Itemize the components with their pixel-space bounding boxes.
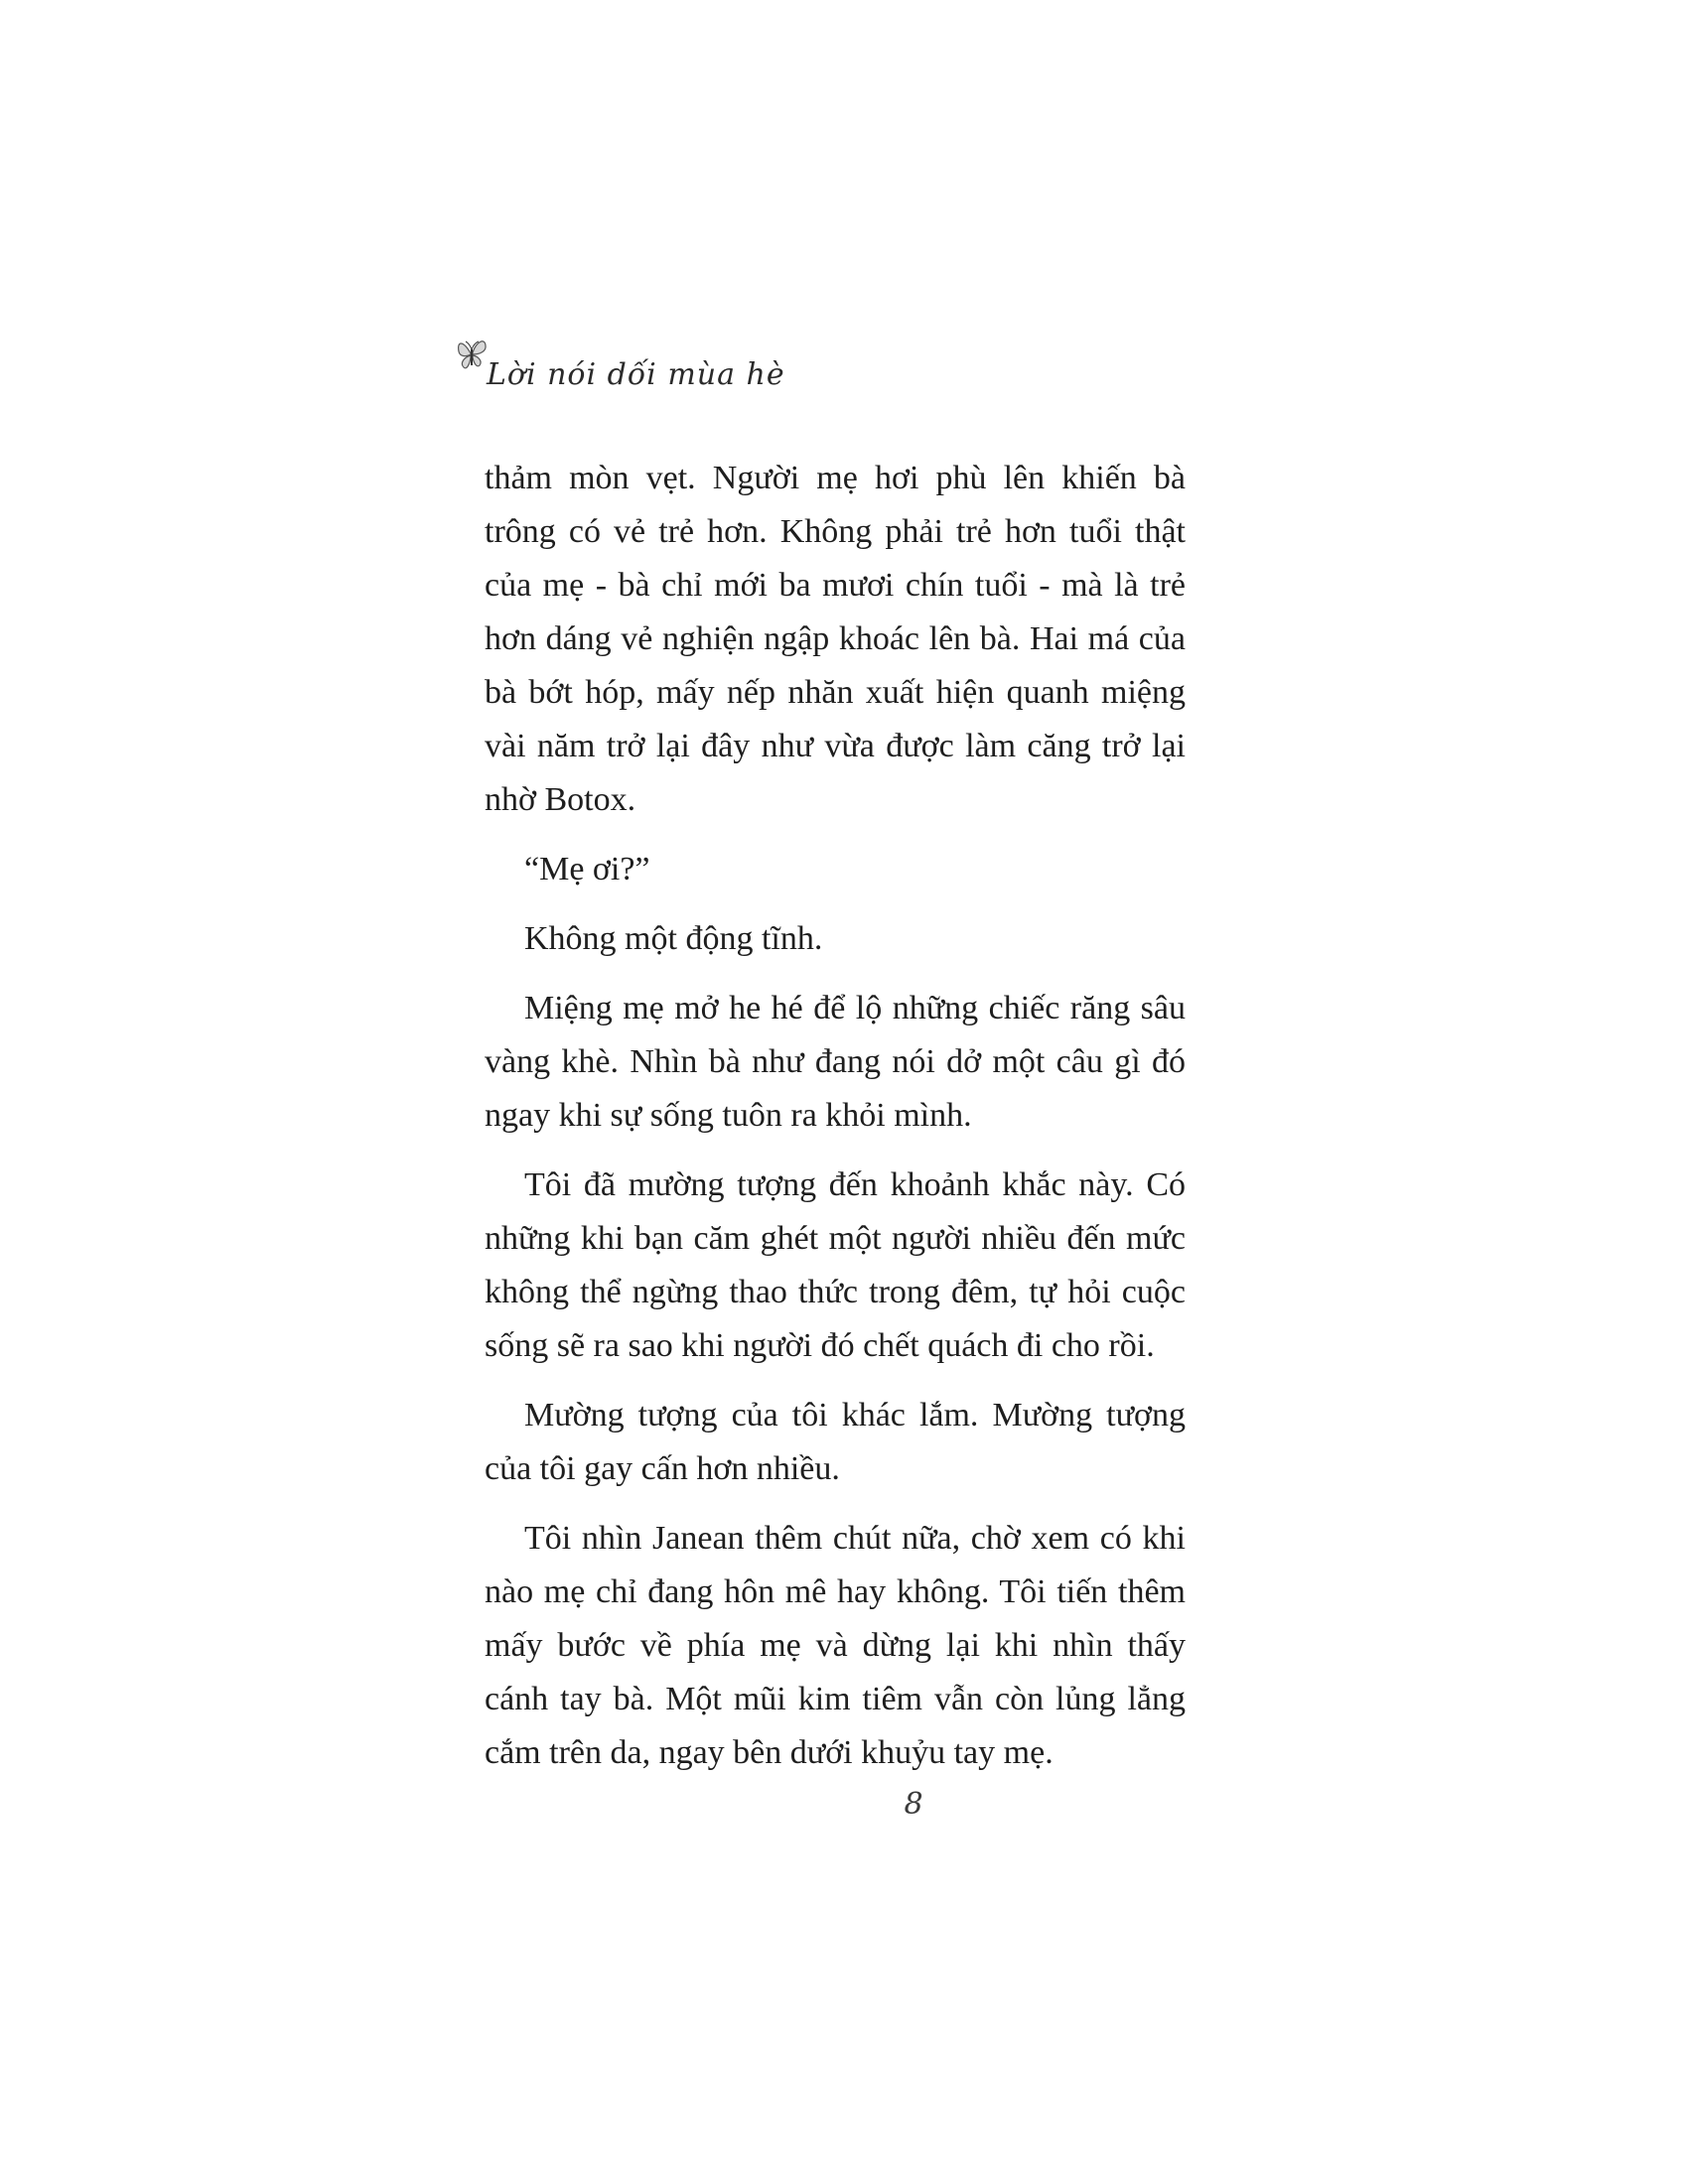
running-head bbox=[455, 336, 951, 415]
body-text bbox=[485, 452, 1186, 1796]
paragraph-1: thảm mòn vẹt. Người mẹ hơi phù lên khiến bà trông có vẻ trẻ hơn. Không phải trẻ hơn tuổi thật của mẹ - bà chỉ mới ba mươi chín tuổi - mà là trẻ hơn dáng vẻ nghiện ngập khoác lên bà. Hai má của bà bớt hóp, mấy nếp nhăn xuất hiện quanh miệng vài năm trở lại đây như vừa được làm căng trở lại nhờ Botox. bbox=[485, 460, 1186, 818]
butterfly-icon bbox=[455, 336, 489, 373]
book-title: Lời nói dối mùa hè bbox=[487, 357, 785, 392]
paragraph-6: Mường tượng của tôi khác lắm. Mường tượng của tôi gay cấn hơn nhiều. bbox=[485, 1397, 1186, 1487]
page-number: 8 bbox=[904, 1787, 923, 1822]
paragraph-4: Miệng mẹ mở he hé để lộ những chiếc răng sâu vàng khè. Nhìn bà như đang nói dở một câu gì đó ngay khi sự sống tuôn ra khỏi mình. bbox=[485, 990, 1186, 1134]
paragraph-2: “Mẹ ơi?” bbox=[524, 851, 650, 887]
paragraph-7: Tôi nhìn Janean thêm chút nữa, chờ xem có khi nào mẹ chỉ đang hôn mê hay không. Tôi tiến thêm mấy bước về phía mẹ và dừng lại khi nhìn thấy cánh tay bà. Một mũi kim tiêm vẫn còn lủng lẳng cắm trên da, ngay bên dưới khuỷu tay mẹ. bbox=[485, 1520, 1186, 1771]
paragraph-3: Không một động tĩnh. bbox=[524, 920, 823, 957]
paragraph-5: Tôi đã mường tượng đến khoảnh khắc này. Có những khi bạn căm ghét một người nhiều đến mức không thể ngừng thao thức trong đêm, tự hỏi cuộc sống sẽ ra sao khi người đó chết quách đi cho rồi. bbox=[485, 1166, 1186, 1364]
